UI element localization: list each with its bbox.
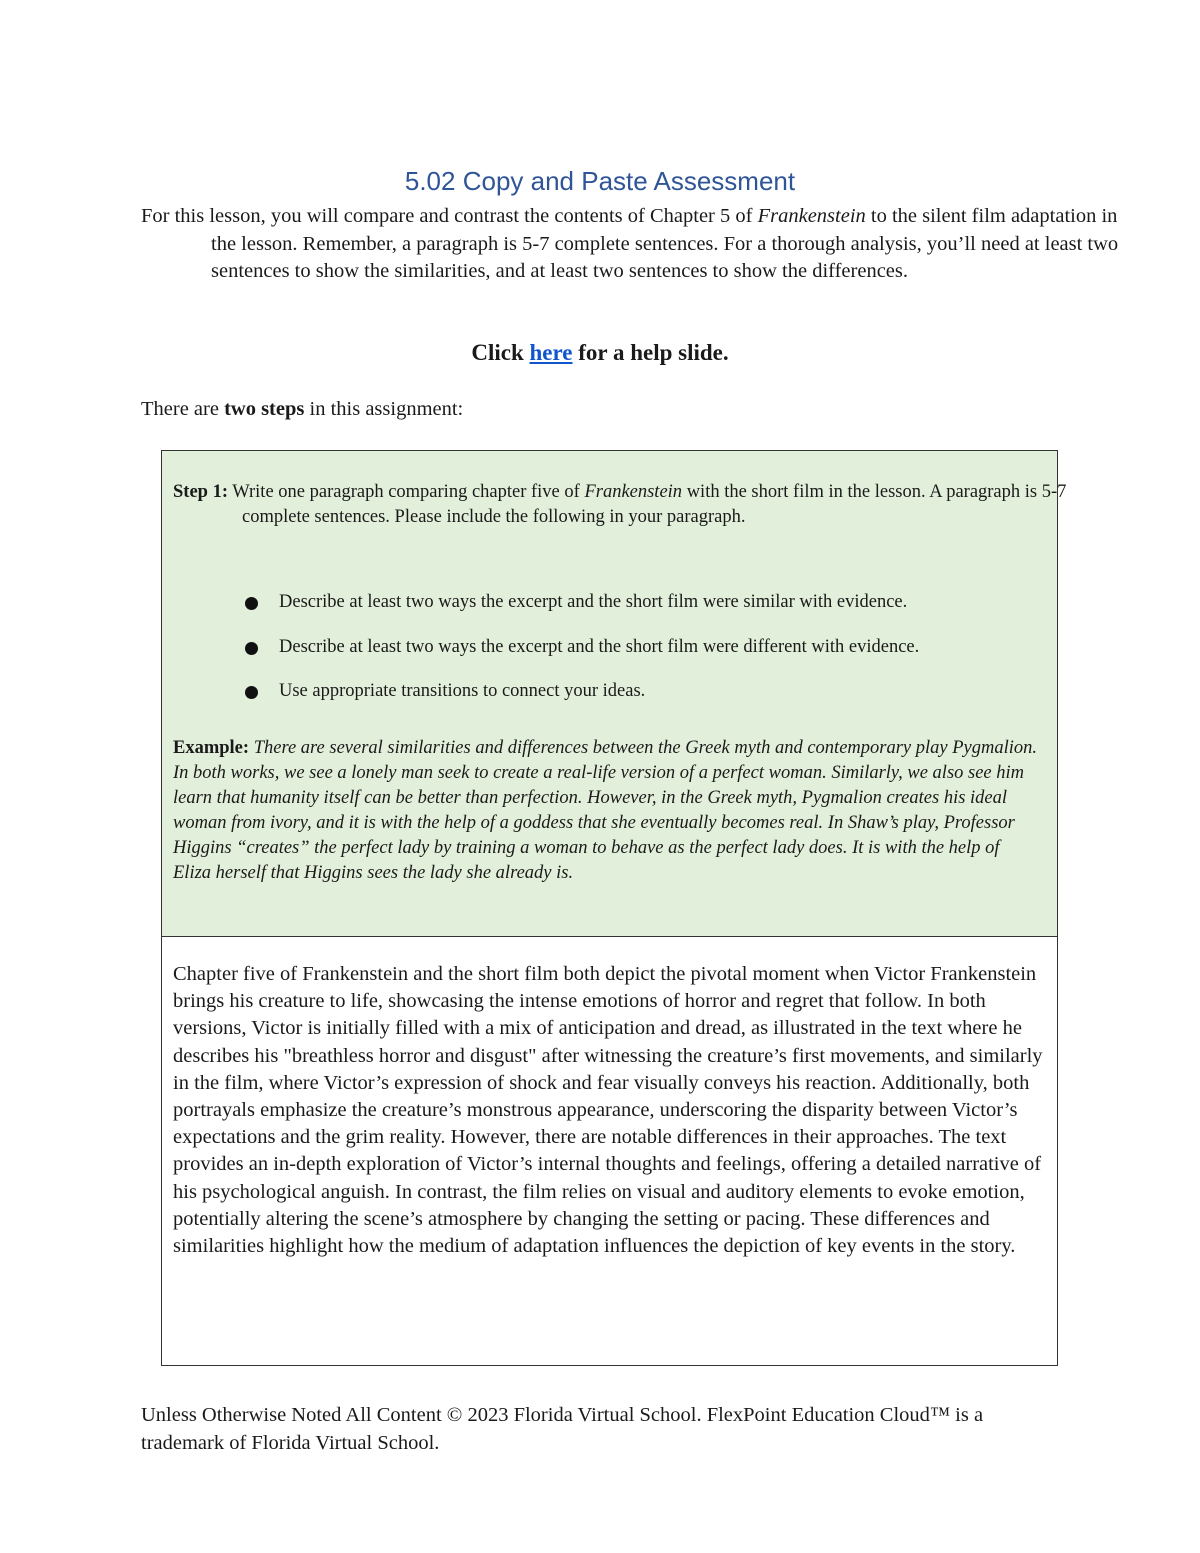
list-item-text: Describe at least two ways the excerpt and the short film were different with evidence. [279, 636, 920, 657]
list-item [243, 679, 1043, 724]
student-answer: Chapter five of Frankenstein and the short film both depict the pivotal moment when Victor Frankenstein brings his creature to life, showcasing the intense emotions of horror and regret that follow. In both versions, Victor is initially filled with a mix of anticipation and dread, as illustrated in the text where he describes his "breathless horror and disgust" after witnessing the creature’s first movements, and similarly in the film, where Victor’s expression of shock and fear visually conveys his reaction. Additionally, both portrayals emphasize the creature’s monstrous appearance, underscoring the disparity between Victor’s expectations and the grim reality. However, there are notable differences in their approaches. The text provides an in-depth exploration of Victor’s internal thoughts and feelings, offering a detailed narrative of his psychological anguish. In contrast, the film relies on visual and auditory elements to evoke emotion, potentially altering the scene’s atmosphere by changing the setting or pacing. These differences and similarities highlight how the medium of adaptation influences the depiction of key events in the story. [173, 963, 1043, 1258]
steps-intro [141, 398, 463, 421]
help-slide-link[interactable]: here [529, 340, 573, 365]
intro-text-2: to the silent film adaptation in the lesson. Remember, a paragraph is 5-7 complete sentences. For a thorough analysis, you’ll need at least two sentences to show the similarities, and at least two sentences to show the differences. [211, 205, 1119, 282]
steps-suffix: in this assignment: [304, 398, 464, 420]
help-prefix: Click [471, 340, 530, 365]
intro-text-1: For this lesson, you will compare and contrast the contents of Chapter 5 of [141, 205, 758, 227]
list-item [243, 590, 1043, 635]
step-1-instructions [173, 480, 1092, 530]
bullet-icon [245, 597, 258, 610]
bullet-icon [245, 686, 258, 699]
example-text: There are several similarities and differences between the Greek myth and contemporary play Pygmalion. In both works, we see a lonely man seek to create a real-life version of a perfect woman. Similarly, we also see him learn that humanity itself can be better than perfection. However, in the Greek myth, Pygmalion creates his ideal woman from ivory, and it is with the help of a goddess that she eventually becomes real. In Shaw’s play, Professor Higgins “creates” the perfect lady by training a woman to behave as the perfect lady does. It is with the help of Eliza herself that Higgins sees the lady she already is. [173, 738, 1038, 883]
steps-bold: two steps [224, 398, 305, 420]
requirements-list [243, 590, 1043, 724]
list-item-text: Use appropriate transitions to connect your ideas. [279, 681, 646, 701]
help-line [0, 340, 1200, 366]
copyright-footer: Unless Otherwise Noted All Content © 2023 Florida Virtual School. FlexPoint Education Cloud™ is a trademark of Florida Virtual School. [141, 1404, 984, 1454]
intro-book-title: Frankenstein [757, 205, 866, 227]
example-label: Example: [173, 738, 250, 758]
step-1-book-title: Frankenstein [584, 482, 683, 502]
intro-paragraph [141, 203, 1141, 286]
bullet-icon [245, 642, 258, 655]
step-1-text-1: Write one paragraph comparing chapter five of [228, 482, 585, 502]
help-suffix: for a help slide. [572, 340, 729, 365]
list-item [243, 635, 1043, 680]
step-1-text-2: with the short film in the lesson. A paragraph is 5-7 complete sentences. Please include the following in your paragraph. [242, 482, 1067, 527]
example-paragraph [173, 736, 1041, 886]
steps-prefix: There are [141, 398, 225, 420]
step-1-label: Step 1: [173, 482, 228, 502]
list-item-text: Describe at least two ways the excerpt and the short film were similar with evidence. [279, 592, 908, 612]
page-title: 5.02 Copy and Paste Assessment [404, 166, 796, 196]
